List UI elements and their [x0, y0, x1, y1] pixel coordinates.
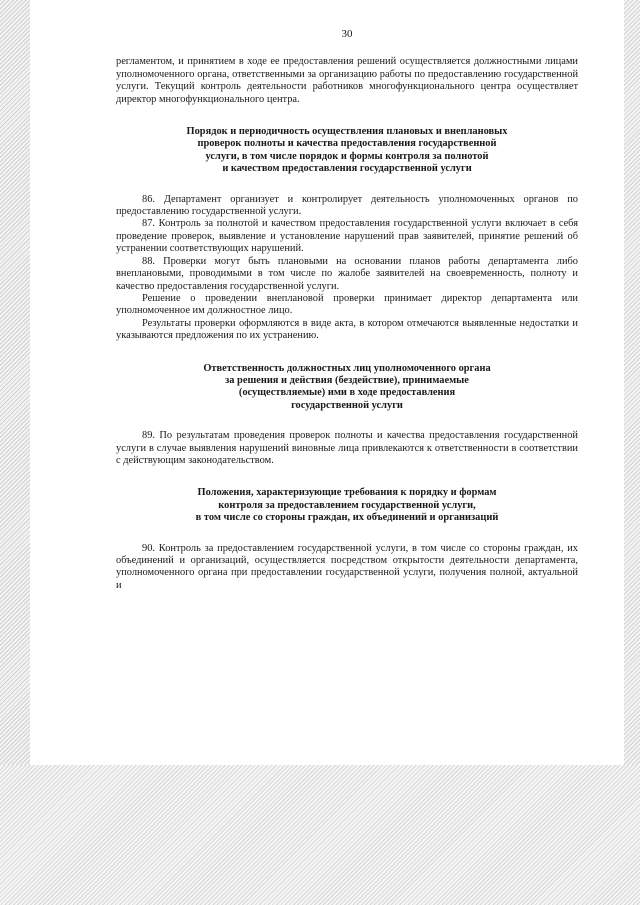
heading-line: государственной услуги: [291, 399, 403, 411]
document-page: [30, 0, 624, 765]
paragraph-86: 86. Департамент организует и контролирует деятельность уполномоченных органов по предоставлению государственной услуги.: [116, 193, 578, 218]
intro-paragraph: регламентом, и принятием в ходе ее предоставления решений осуществляется должностными лицами уполномоченного органа, ответственными за организацию работы по предоставлению государственной услуги. Текущий контроль деятельности работников многофункционального центра осуществляет директор многофункционального центра.: [116, 56, 578, 105]
section-heading-responsibility: [116, 363, 578, 413]
heading-line: за решения и действия (бездействие), принимаемые: [225, 374, 469, 386]
paragraph-88: 88. Проверки могут быть плановыми на основании планов работы департамента либо внеплановыми, проводимыми в том числе по жалобе заявителей на своевременность, полноту и качество предоставления государственной услуги.: [116, 255, 578, 292]
paragraph-87: 87. Контроль за полнотой и качеством предоставления государственной услуги включает в себя проведение проверок, выявление и установление нарушений прав заявителей, принятие решений об устранении соответствующих нарушений.: [116, 218, 578, 255]
section-heading-inspections: [116, 126, 578, 176]
heading-line: Порядок и периодичность осуществления плановых и внеплановых: [186, 126, 508, 138]
heading-line: контроля за предоставлением государственной услуги,: [218, 499, 476, 511]
paragraph-unscheduled-decision: Решение о проведении внеплановой проверки принимает директор департамента или уполномоченное им должностное лицо.: [116, 292, 578, 317]
section-heading-control-requirements: [116, 487, 578, 524]
scan-edge-bottom: [0, 765, 640, 905]
paragraph-90: 90. Контроль за предоставлением государственной услуги, в том числе со стороны граждан, их объединений и организаций, осуществляется посредством открытости деятельности департамента, уполномоченного органа при предоставлении государственной услуги, получения полной, актуальной и: [116, 542, 578, 591]
paragraph-inspection-results: Результаты проверки оформляются в виде акта, в котором отмечаются выявленные недостатки и указываются предложения по их устранению.: [116, 317, 578, 342]
paragraph-89: 89. По результатам проведения проверок полноты и качества предоставления государственной услуги в случае выявления нарушений виновные лица привлекаются к ответственности в соответствии с действующим законодательством.: [116, 430, 578, 466]
heading-line: проверок полноты и качества предоставления государственной: [197, 138, 497, 150]
heading-line: и качеством предоставления государственной услуги: [222, 163, 472, 175]
page-content: [116, 28, 578, 592]
heading-line: (осуществляемые) ими в ходе предоставления: [238, 387, 456, 399]
heading-line: Положения, характеризующие требования к порядку и формам: [197, 487, 497, 499]
heading-line: Ответственность должностных лиц уполномоченного органа: [203, 362, 491, 374]
heading-line: услуги, в том числе порядок и формы контроля за полнотой: [205, 150, 489, 162]
heading-line: в том числе со стороны граждан, их объединений и организаций: [195, 512, 499, 524]
page-number: 30: [341, 28, 353, 40]
